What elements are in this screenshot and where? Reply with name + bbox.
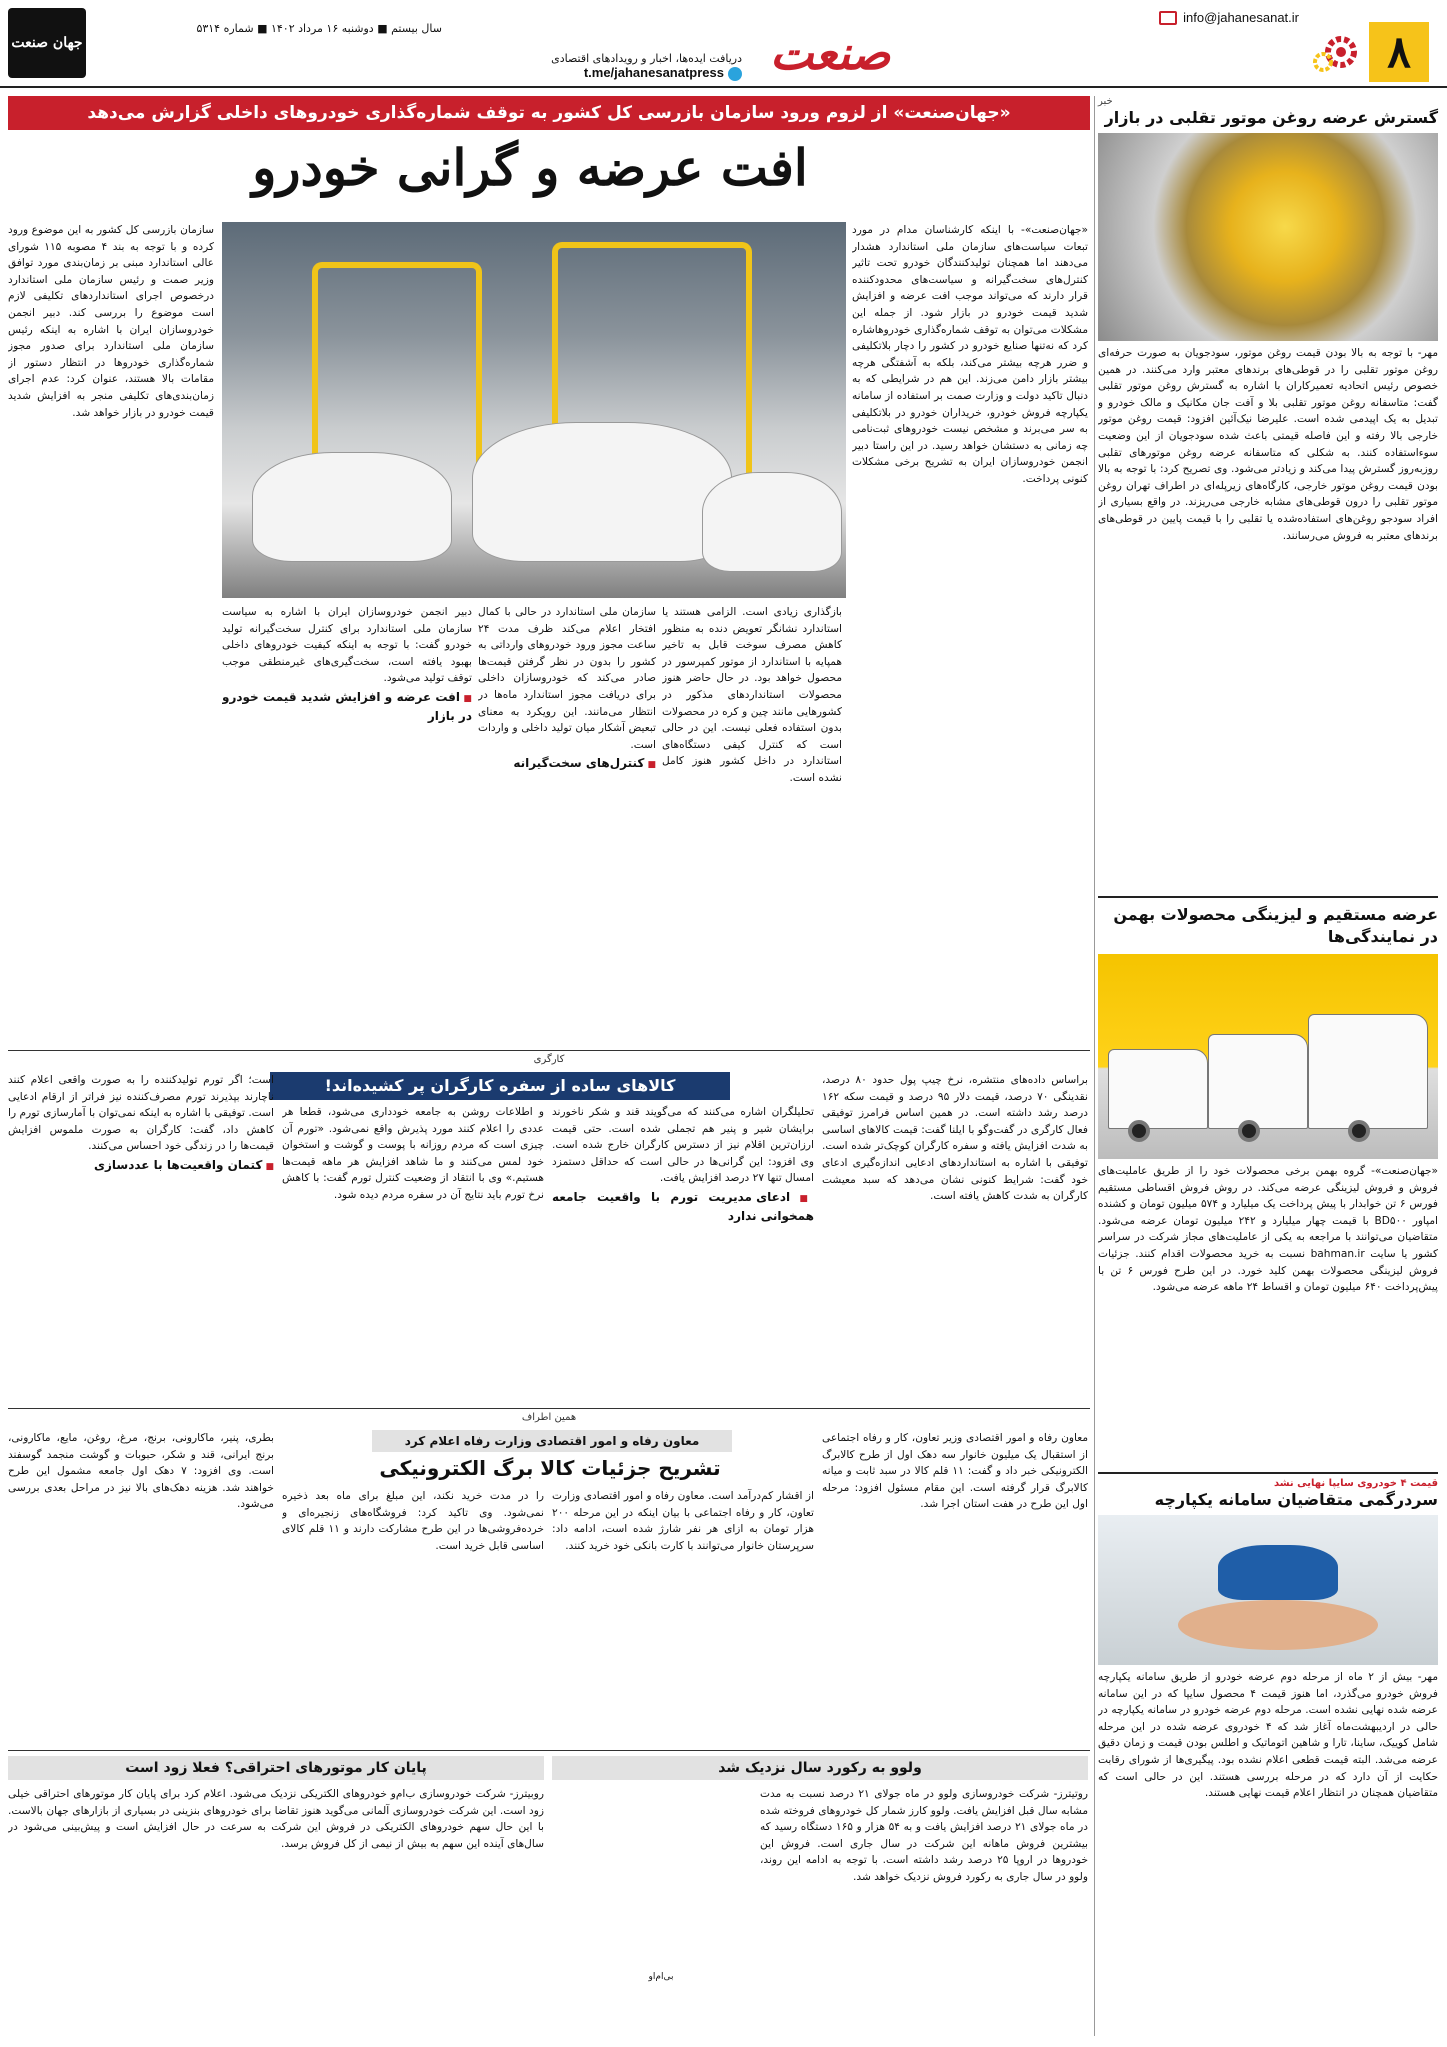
telegram-caption: دریافت ایده‌ها، اخبار و رویدادهای اقتصادی bbox=[551, 52, 742, 65]
section-divider-3 bbox=[8, 1750, 1090, 1751]
lead-col-2 bbox=[662, 604, 842, 1044]
lead-col-4-text: دبیر انجمن خودروسازان ایران با اشاره به سیاست سازمان ملی استاندارد برای کنترل سخت‌گیرانه تولید خودرو گفت: با توجه به اینکه کیفیت خودروهای داخلی بهبود یافته است، سخت‌گیری‌های غیرمنطقی موجب توقف تولید می‌شود. bbox=[222, 606, 472, 685]
car-factory-photo bbox=[222, 222, 846, 598]
bahman-body: «جهان‌صنعت»- گروه بهمن برخی محصولات خود را از طریق عاملیت‌های فروش و فروش لیزینگی عرضه می‌کند. در روش فروش اقساطی مستقیم فورس ۶ تن خوابدار با پیش پرداخت یک میلیارد و ۵۷۴ میلیون تومان و کشنده امپاور BD۵۰۰ با قیمت چهار میلیارد و ۲۴۲ میلیون تومان عرضه می‌شود. متقاضیان می‌توانند با مراجعه به یکی از عاملیت‌های مجاز شرکت در سراسر کشور یا سایت bahman.ir نسبت به خرید محصولات اقدام کنند. جزئیات فروش لیزینگی محصولات بهمن کلید خورد. در این طرح فورس ۶ تن با پیش‌پرداخت ۶۴۰ میلیون تومان و اقساط ۲۴ ماهه عرضه می‌شود. bbox=[1098, 1165, 1438, 1294]
email-address[interactable]: info@jahanesanat.ir bbox=[1183, 10, 1299, 25]
labor-subhead-1: ■ ادعای مدیریت تورم با واقعیت جامعه همخوانی ندارد bbox=[552, 1189, 814, 1224]
volvo-title: ولوو به رکورد سال نزدیک شد bbox=[552, 1756, 1088, 1780]
saipa-body: مهر- بیش از ۲ ماه از مرحله دوم عرضه خودرو از طریق سامانه یکپارچه فروش خودرو می‌گذرد، اما هنوز قیمت ۴ محصول سایپا که در این سامانه عرضه شده نهایی نشده است. مرحله دوم عرضه خودرو در سامانه یکپارچه در حالی در اردیبهشت‌ماه آغاز شد که ۴ خودروی عرضه شده در این مرحله شامل کوییک، ساینا، تارا و شاهین اتوماتیک و اطلس بودن قیمت و زمان دقیق عرضه می‌شد. البته قیمت قطعی اعلام نشده بود. پیگیری‌ها از شورای رقابت حکایت از آن دارد که در مرحله بررسی هستند. این در حالی است که متقاضیان همچنان در انتظار اعلام قیمت نهایی هستند. bbox=[1098, 1671, 1438, 1800]
labor-section-label: کارگری bbox=[533, 1054, 565, 1065]
telegram-icon bbox=[728, 67, 742, 81]
oil-news bbox=[1098, 96, 1438, 885]
volvo-body: روتیترز- شرکت خودروسازی ولوو در ماه جولای ۲۱ درصد نسبت به مدت مشابه سال قبل افزایش یافت. ولوو کارز شمار کل خودروهای فروخته شده در ماه جولای ۲۱ درصد افزایش یافت و به ۵۴ هزار و ۱۶۵ دستگاه رسید که بیشترین فروش ماهانه این شرکت در سال جاری است. فروش این خودروها در اروپا ۲۵ درصد رشد داشته است. با توجه به ادامه این روند، ولوو در سال جاری به رکورد فروش نزدیک خواهد شد. bbox=[760, 1788, 1088, 1883]
labor-col-2-text: تحلیلگران اشاره می‌کنند که می‌گویند قند و شکر ناخورند برایشان شیر و پنیر هم تجملی شده است. حتی قیمت ارزان‌ترین اقلام نیز از دسترس کارگران خارج شده است. وی افزود: این گرانی‌ها در حالی است که حداقل دستمزد امسال تنها ۲۷ درصد افزایش یافت. bbox=[552, 1106, 814, 1185]
ice-body: روبیترز- شرکت خودروسازی ب‌ام‌و خودروهای الکتریکی نزدیک می‌شود. اعلام کرد برای پایان کار موتورهای احتراقی خیلی زود است. این شرکت خودروسازی آلمانی می‌گوید هنوز تقاضا برای خودروهای بنزینی در بسیاری از بازارهای جهان بالاست. با این حال سهم خودروهای الکتریکی در فروش این شرکت به سرعت در حال افزایش است و پیش‌بینی می‌شود در سال‌های آینده این سهم به بیش از نیمی از کل فروش برسد. bbox=[8, 1788, 544, 1850]
coupon-col-1 bbox=[822, 1430, 1088, 1742]
coupon-section-label: همین اطراف bbox=[521, 1412, 577, 1423]
labor-subhead-2: ■ کتمان واقعیت‌ها با عددسازی bbox=[8, 1157, 274, 1176]
labor-col-1-text: براساس داده‌های منتشره، نرخ چیپ پول حدود ۸۰ درصد، نقدینگی ۷۰ درصد، قیمت دلار ۹۵ درصد و قیمت سکه ۱۶۲ درصد رشد داشته است. در همین اساس فرامرز توفیقی فعال کارگری در گفت‌وگو با ایلنا گفت: قیمت کالاهای اساسی به شدت افزایش یافته و سفره کارگران کوچک‌تر شده است. توفیقی با اشاره به استانداردهای ادعایی اندازه‌گیری ادعای خود گفت: شرایط کنونی نشان می‌دهد که سبد معیشت کارگران به شدت کاهش یافته است. bbox=[822, 1074, 1088, 1203]
telegram-link[interactable]: t.me/jahanesanatpress bbox=[583, 65, 724, 80]
coupon-col-2 bbox=[552, 1488, 814, 1742]
bahman-news bbox=[1098, 896, 1438, 1513]
labor-col-3-text: و اطلاعات روشن به جامعه خودداری می‌شود، قطعا هر عددی را اعلام کنند مورد پذیرش واقع نمی‌شود. «تورم آن چیزی است که مردم روزانه با پوست و گوشت و استخوان خود لمس می‌کنند و ما شاهد افزایش هر ماهه قیمت‌ها هستیم.» وی با انتقاد از وضعیت کنترل تورم گفت: با کاهش نرخ تورم باید نتایج آن در سفره مردم دیده شود. bbox=[282, 1106, 544, 1201]
saipa-title: سردرگمی متقاضیان سامانه یکپارچه bbox=[1154, 1490, 1438, 1509]
coupon-col-3 bbox=[282, 1488, 544, 1742]
gear-icon bbox=[1311, 28, 1359, 76]
coupon-col-4 bbox=[8, 1430, 274, 1742]
saipa-news bbox=[1098, 1472, 1438, 2029]
coupon-title: تشریح جزئیات کالا برگ الکترونیکی bbox=[379, 1456, 721, 1480]
page-number: ۸ bbox=[1369, 22, 1429, 82]
column-divider bbox=[1094, 96, 1095, 2036]
lead-headline: افت عرضه و گرانی خودرو bbox=[252, 138, 808, 197]
labor-col-4 bbox=[8, 1072, 274, 1402]
coupon-col-2-text: از اقشار کم‌درآمد است. معاون رفاه و امور اقتصادی وزارت تعاون، کار و رفاه اجتماعی با بیان اینکه در این مرحله ۲۰۰ هزار تومان به ازای هر نفر شارژ شده است، ادامه داد: سرپرستان خانوار می‌توانند با کارت بانکی خود خرید کنند. bbox=[552, 1490, 814, 1552]
lead-subhead-2: ■ افت عرضه و افزایش شدید قیمت خودرو در بازار bbox=[222, 689, 472, 724]
volvo-photo-caption: بی‌ام‌او bbox=[648, 1972, 674, 1982]
section-divider-2 bbox=[8, 1408, 1090, 1409]
lead-col-1 bbox=[852, 222, 1088, 832]
section-divider bbox=[8, 1050, 1090, 1051]
lead-col-3 bbox=[478, 604, 656, 1044]
ice-title: پایان کار موتورهای احتراقی؟ فعلا زود است bbox=[8, 1756, 544, 1780]
oil-title: گسترش عرضه روغن موتور تقلبی در بازار bbox=[1104, 108, 1438, 127]
labor-col-2 bbox=[552, 1104, 814, 1402]
oil-photo bbox=[1098, 133, 1438, 341]
oil-body: مهر- با توجه به بالا بودن قیمت روغن موتور، سودجویان به صورت حرفه‌ای روغن موتور تقلبی را در قوطی‌های برندهای معتبر وارد می‌کنند. در همین خصوص رئیس اتحادیه تعمیرکاران با اشاره به گسترش روغن موتور تقلبی گفت: متاسفانه روغن موتور تقلبی بلا و آفت جان مکانیک و مالک خودرو و تبدیل به یک اپیدمی شده است. علیرضا نیک‌آئین افزود: قیمت روغن موتور خارجی بالا رفته و این فاصله قیمتی باعث شده سودجویان از این وضعیت سوءاستفاده کنند. به شکلی که متاسفانه عرضه روغن موتورهای تقلبی روزبه‌روز گسترش پیدا می‌کند و زیادتر می‌شود. وی تصریح کرد: با توجه به بالا بودن قیمت روغن موتور خارجی، کارگاه‌های زیرپله‌ای در اطراف تهران روغن موتور تقلبی را درون قوطی‌های مشابه خارجی می‌ریزند. در واقع بسیاری از افراد سودجو روغن‌های استفاده‌شده یا تقلبی را با قیمت پایین در قوطی‌های برندهای معتبر به فروش می‌رسانند. bbox=[1098, 347, 1438, 542]
newspaper-logo bbox=[8, 8, 86, 78]
lead-kicker: «جهان‌صنعت» از لزوم ورود سازمان بازرسی کل کشور به توقف شماره‌گذاری خودروهای داخلی گزارش می‌دهد bbox=[8, 96, 1090, 130]
coupon-col-3-text: را در مدت خرید نکند، این مبلغ برای ماه بعد ذخیره نمی‌شود. وی تاکید کرد: فروشگاه‌های زنجیره‌ای و خرده‌فروشی‌ها در این طرح مشارکت دارند و ۱۱ قلم کالای اساسی قابل خرید است. bbox=[282, 1490, 544, 1552]
lead-col-2-text: بازگذاری زیادی است. الزامی هستند یا استاندارد نشانگر تعویض دنده به منظور کاهش مصرف سوخت قابل به تاخیر همپایه با استاندارد از موتور کمپرسور در محصول خواهد بود. در حال حاضر هنوز محصولات استانداردهای مذکور در کشورهایی مانند چین و کره در محصولات بدون استفاده فعلی نیست. این در حالی است که کنترل کیفی دستگاه‌های استاندارد در داخل کشور هنوز کامل نشده است. bbox=[662, 606, 842, 784]
labor-title: کالاهای ساده از سفره کارگران پر کشیده‌اند! bbox=[270, 1072, 730, 1100]
envelope-icon bbox=[1159, 11, 1177, 25]
car-coins-photo bbox=[1098, 1515, 1438, 1665]
labor-col-3 bbox=[282, 1104, 544, 1402]
coupon-kicker: معاون رفاه و امور اقتصادی وزارت رفاه اعلام کرد bbox=[372, 1430, 732, 1452]
telegram-block[interactable] bbox=[452, 52, 742, 81]
lead-col-3-text: سازمان ملی استاندارد در حالی با کمال افتخار اعلام می‌کند ظرف مدت ۲۴ ساعت مجوز ورود خودروهای وارداتی به کشور را بدون در نظر گرفتن قیمت‌ها صادر می‌کند که خودروسازان داخلی برای دریافت مجوز استاندارد ماه‌ها در انتظار می‌مانند. این رویکرد به معنای تبعیض آشکار میان تولید داخلی و واردات است. bbox=[478, 606, 656, 751]
email-contact[interactable] bbox=[1159, 10, 1299, 25]
bahman-title: عرضه مستقیم و لیزینگی محصولات بهمن در نمایندگی‌ها bbox=[1113, 905, 1438, 946]
coupon-col-4-text: بطری، پنیر، ماکارونی، برنج، مرغ، روغن، مایع، ماکارونی، برنج ایرانی، قند و شکر، حبوبات و گوشت منجمد گوسفند است. وی افزود: ۷ دهک اول جامعه مشمول این طرح خواهند شد. هزینه دهک‌های بالا نیز در مراحل بعدی بررسی می‌شود. bbox=[8, 1432, 274, 1511]
lead-subhead-1: ■ کنترل‌های سخت‌گیرانه bbox=[478, 755, 656, 774]
labor-col-4-text: است؛ اگر تورم تولیدکننده را به صورت واقعی اعلام کنند ناچارند بپذیرند تورم مصرف‌کننده نیز فراتر از ارقام ادعایی است. توفیقی با اشاره به اینکه نمی‌توان با آمارسازی تورم را کاهش داد، گفت: کارگران به صورت ملموس افزایش قیمت‌ها را در زندگی خود احساس می‌کنند. bbox=[8, 1074, 274, 1153]
saipa-tag: قیمت ۴ خودروی سایپا نهایی نشد bbox=[1273, 1478, 1438, 1489]
lead-col-5 bbox=[8, 222, 214, 1044]
lead-col-4 bbox=[222, 604, 472, 1044]
section-logo: صنعت bbox=[770, 26, 891, 80]
trucks-photo bbox=[1098, 954, 1438, 1159]
masthead bbox=[0, 0, 1447, 88]
labor-col-1 bbox=[822, 1072, 1088, 1402]
lead-col-1-text: «جهان‌صنعت»- با اینکه کارشناسان مدام در مورد تبعات سیاست‌های سازمان ملی استاندارد هشدار می‌دهند اما همچنان تولیدکنندگان خودرو تحت تاثیر کنترل‌های سخت‌گیرانه و سیاست‌های محدودکننده قرار دارند که می‌تواند موجب افت عرضه و افزایش شدید قیمت خودرو در بازار شود. از جمله این مشکلات می‌توان به توقف شماره‌گذاری خودروهاشاره کرد که نه‌تنها صنایع خودرو در کشور را دچار بلاتکلیفی و ضرر هرچه بیشتر می‌کند، بلکه به آشفتگی هرچه بیشتر بازار دامن می‌زند. این هم در شرایطی که به دنبال تاکید دولت و وزارت صمت بر استفاده از سامانه یکپارچه فروش خودرو، خریداران خودرو در بلاتکلیفی به سر می‌برند و مشخص نیست خودروهای ثبت‌نامی چه زمانی به دستشان خواهد رسید. در این راستا دبیر انجمن خودروسازان ایران به تشریح برخی مشکلات کنونی پرداخت. bbox=[852, 224, 1088, 485]
logo-text: جهان صنعت bbox=[11, 35, 83, 51]
issue-info: سال بیستم ■ دوشنبه ۱۶ مرداد ۱۴۰۲ ■ شماره ۵۳۱۴ bbox=[196, 22, 442, 35]
coupon-col-1-text: معاون رفاه و امور اقتصادی وزیر تعاون، کار و رفاه اجتماعی از استقبال یک میلیون خانوار سه دهک اول از طرح کالابرگ الکترونیکی خبر داد و گفت: ۱۱ قلم کالا در سبد ثابت و میانه کالابرگ قرار گرفته است. این مقام مسئول افزود: مرحله اول این طرح در هفت استان اجرا شد. bbox=[822, 1432, 1088, 1511]
oil-tag: خبر bbox=[1098, 96, 1113, 107]
lead-col-5-text: سازمان بازرسی کل کشور به این موضوع ورود کرده و با توجه به بند ۴ مصوبه ۱۱۵ شورای عالی استاندارد مبنی بر زمان‌بندی مورد توافق وزیر صمت و رئیس سازمان ملی استاندارد درخصوص اجرای استانداردهای تکلیفی لازم است موضوع را بررسی کند. دبیر انجمن خودروسازان ایران با اشاره به اینکه رئیس سازمان ملی استاندارد برای صدور مجوز شماره‌گذاری خودروها در انتظار دستور از مقامات بالا هستند، عنوان کرد: عدم اجرای زمان‌بندی‌های تکلیفی منجر به افزایش شدید قیمت خودرو در بازار خواهد شد. bbox=[8, 224, 214, 419]
